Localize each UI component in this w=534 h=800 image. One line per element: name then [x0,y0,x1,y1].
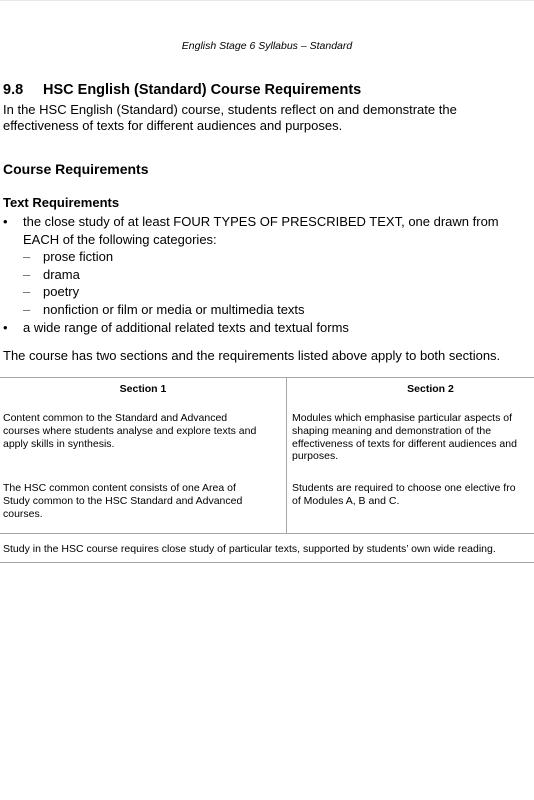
cell-line: effectiveness of texts for different audiences and [292,437,517,450]
running-header: English Stage 6 Syllabus – Standard [181,40,353,52]
requirements-list [3,213,528,336]
category-item [3,283,528,301]
category-label: poetry [43,284,80,300]
dash-marker: – [23,249,31,265]
table-cell [3,482,242,520]
category-label: nonfiction or film or media or multimedia texts [43,301,305,317]
section-intro [3,102,523,133]
cell-line: purposes. [292,450,339,463]
dash-marker: – [23,284,31,300]
list-item-line: a wide range of additional related texts and textual forms [23,319,349,335]
cell-line: courses. [3,507,43,520]
cell-line: Study common to the HSC Standard and Advanced [3,494,243,507]
dash-marker: – [23,301,31,317]
table-column-divider [286,378,287,534]
section-1-header: Section 1 [119,383,167,395]
sections-table [0,377,534,534]
cell-line: The HSC common content consists of one Area of [3,482,236,494]
category-item [3,266,528,284]
intro-line: In the HSC English (Standard) course, students reflect on and demonstrate the [3,102,457,117]
cell-line: shaping meaning and demonstration of the [292,424,492,437]
category-item [3,301,528,319]
table-cell [292,482,516,508]
list-item-line: the close study of at least FOUR TYPES OF PRESCRIBED TEXT, one drawn from [23,214,499,229]
course-sections-note: The course has two sections and the requirements listed above apply to both sections. [3,348,501,363]
section-number: 9.8 [3,82,24,98]
category-item [3,248,528,266]
section-title: HSC English (Standard) Course Requirements [43,82,362,98]
bullet-marker: • [3,319,8,335]
page-top-edge [0,0,534,1]
footer-note: Study in the HSC course requires close study of particular texts, supported by students’ own wide reading. [3,543,496,555]
dash-marker: – [23,266,31,282]
cell-line: of Modules A, B and C. [292,494,400,507]
list-item [3,213,528,248]
cell-line: courses where students analyse and explore texts and [3,424,257,437]
footer-rule [0,562,534,563]
intro-line: effectiveness of texts for different audiences and purposes. [3,117,343,133]
bullet-marker: • [3,214,8,229]
cell-line: apply skills in synthesis. [3,437,115,450]
category-label: drama [43,266,80,282]
section-heading [3,82,361,98]
table-cell [3,412,256,450]
cell-line: Content common to the Standard and Advanced [3,412,228,424]
cell-line: Students are required to choose one elective fro [292,482,516,494]
course-requirements-heading: Course Requirements [3,161,149,177]
category-label: prose fiction [43,249,114,265]
text-requirements-heading: Text Requirements [3,195,120,210]
list-item-line: EACH of the following categories: [23,231,217,247]
list-item [3,319,528,337]
section-2-header: Section 2 [407,383,454,395]
cell-line: Modules which emphasise particular aspects of [292,412,513,424]
table-cell [292,412,517,463]
